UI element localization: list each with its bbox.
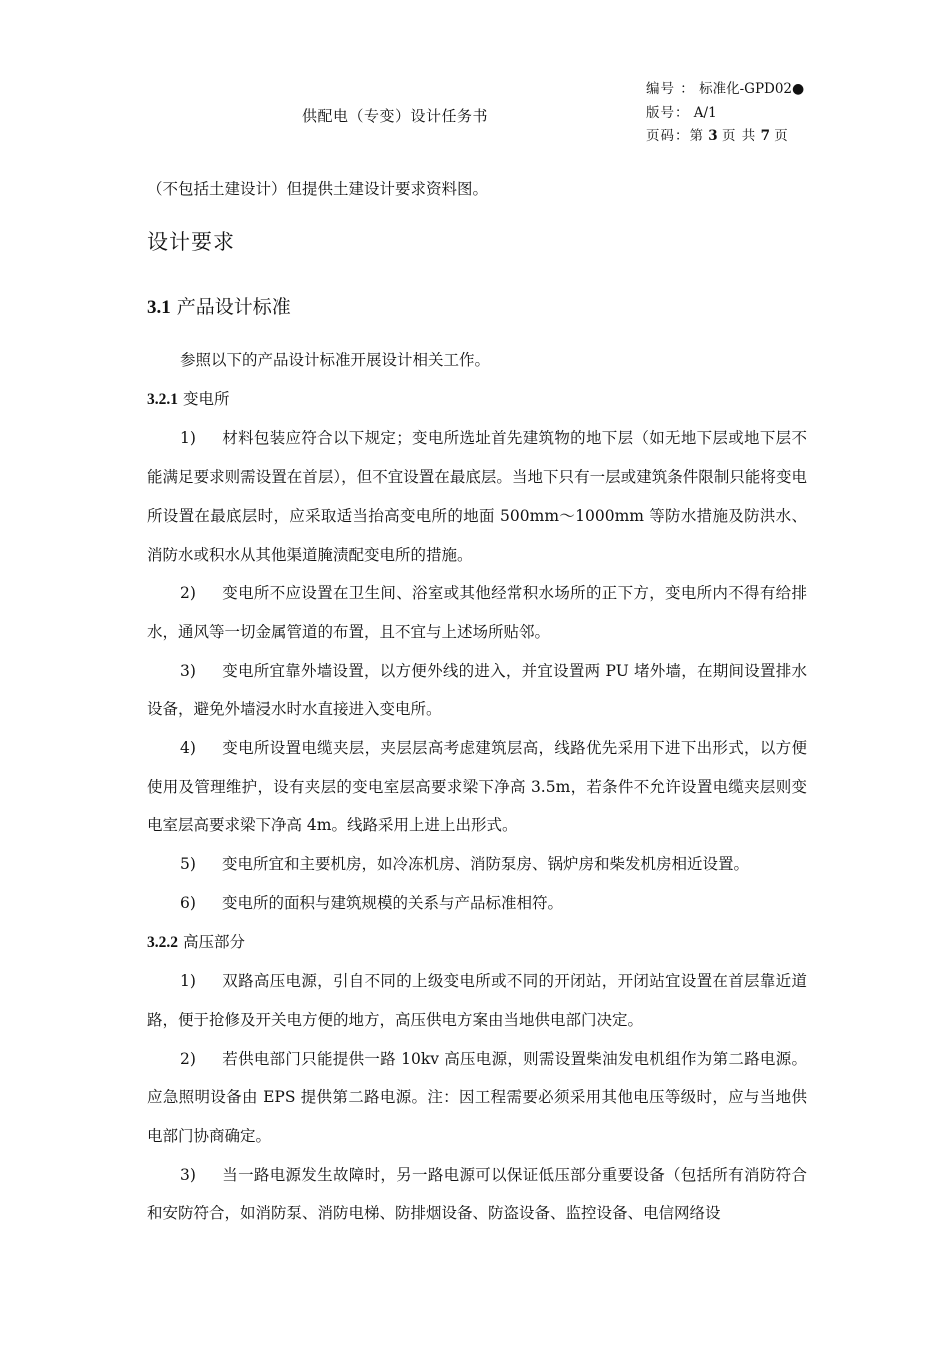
list-item-number: 3) [180,1165,196,1184]
list-item [147,729,807,845]
continuation-text: （不包括土建设计）但提供土建设计要求资料图。 [147,180,489,198]
subsection-title: 高压部分 [182,932,245,951]
subsection-heading-3-1 [147,292,291,319]
doc-number-line [646,78,804,102]
list-item [147,1156,807,1233]
subsection-heading-3-2-2 [147,923,807,963]
page-label: 页码：第 [646,128,704,144]
list-item-number: 2) [180,1049,196,1068]
page-total: 7 [760,128,770,144]
intro-paragraph: 参照以下的产品设计标准开展设计相关工作。 [180,351,491,369]
subsection-heading-3-2-1 [147,380,807,420]
subsection-number: 3.1 [147,297,171,318]
list-item-text: 若供电部门只能提供一路 10kv 高压电源，则需设置柴油发电机组作为第二路电源。应急照明设备由 EPS 提供第二路电源。注：因工程需要必须采用其他电压等级时，应与当地供电部门协商确定。 [147,1049,807,1146]
list-item [147,1040,807,1156]
list-item-number: 1) [180,429,196,448]
list-item-text: 材料包装应符合以下规定；变电所选址首先建筑物的地下层（如无地下层或地下层不能满足要求则需设置在首层），但不宜设置在最底层。当地下只有一层或建筑条件限制只能将变电所设置在最底层时，应采取适当抬高变电所的地面 500mm～1000mm 等防水措施及防洪水、消防水或积水从其他渠道腌渍配变电所的措施。 [147,429,807,564]
list-item-number: 3) [180,661,196,680]
list-item-number: 1) [180,972,196,991]
subsection-number: 3.2.1 [147,390,178,408]
doc-number-value: 标准化-GPD02 [699,81,793,97]
list-item [147,419,807,574]
document-title: 供配电（专变）设计任务书 [302,107,489,125]
page-current: 3 [708,128,718,144]
section-heading: 设计要求 [147,230,235,254]
list-3-2-2 [147,962,807,1233]
continuation-paragraph [147,170,807,209]
list-item-text: 双路高压电源，引自不同的上级变电所或不同的开闭站，开闭站宜设置在首层靠近道路，便于抢修及开关电方便的地方，高压供电方案由当地供电部门决定。 [147,972,807,1029]
subsection-number: 3.2.2 [147,933,178,951]
page-line [646,125,804,149]
list-item-text: 变电所的面积与建筑规模的关系与产品标准相符。 [222,893,564,912]
filled-circle-icon: ● [792,81,805,97]
version-label: 版号： [646,104,690,121]
doc-number-label: 编号 ： [646,81,695,97]
list-item-text: 变电所宜靠外墙设置，以方便外线的进入，并宜设置两 PU 堵外墙，在期间设置排水设备，避免外墙浸水时水直接进入变电所。 [147,661,807,719]
page-mid: 页 共 [722,128,757,144]
list-item-text: 变电所不应设置在卫生间、浴室或其他经常积水场所的正下方，变电所内不得有给排水，通风等一切金属管道的布置，且不宜与上述场所贴邻。 [147,584,807,641]
list-item [147,884,807,923]
list-3-2-1 [147,419,807,922]
subsection-title: 产品设计标准 [176,296,291,318]
version-value: A/1 [693,104,717,121]
list-item-number: 5) [180,855,196,874]
list-item [147,574,807,651]
version-line [646,102,804,126]
list-item [147,845,807,884]
document-meta [646,78,804,149]
list-item-number: 4) [180,739,196,758]
list-item [147,962,807,1039]
list-item-number: 2) [180,584,196,603]
list-item [147,652,807,729]
list-item-text: 变电所设置电缆夹层，夹层层高考虑建筑层高，线路优先采用下进下出形式，以方便使用及管理维护，设有夹层的变电室层高要求梁下净高 3.5m，若条件不允许设置电缆夹层则变电室层高要求梁下净高 4m。线路采用上进上出形式。 [147,739,807,835]
page-suffix: 页 [774,128,789,144]
list-item-text: 变电所宜和主要机房，如冷冻机房、消防泵房、锅炉房和柴发机房相近设置。 [222,855,750,874]
list-item-number: 6) [180,893,196,912]
list-item-text: 当一路电源发生故障时，另一路电源可以保证低压部分重要设备（包括所有消防符合和安防符合，如消防泵、消防电梯、防排烟设备、防盗设备、监控设备、电信网络设 [147,1165,807,1223]
body-content [147,341,807,1233]
subsection-title: 变电所 [182,389,230,408]
